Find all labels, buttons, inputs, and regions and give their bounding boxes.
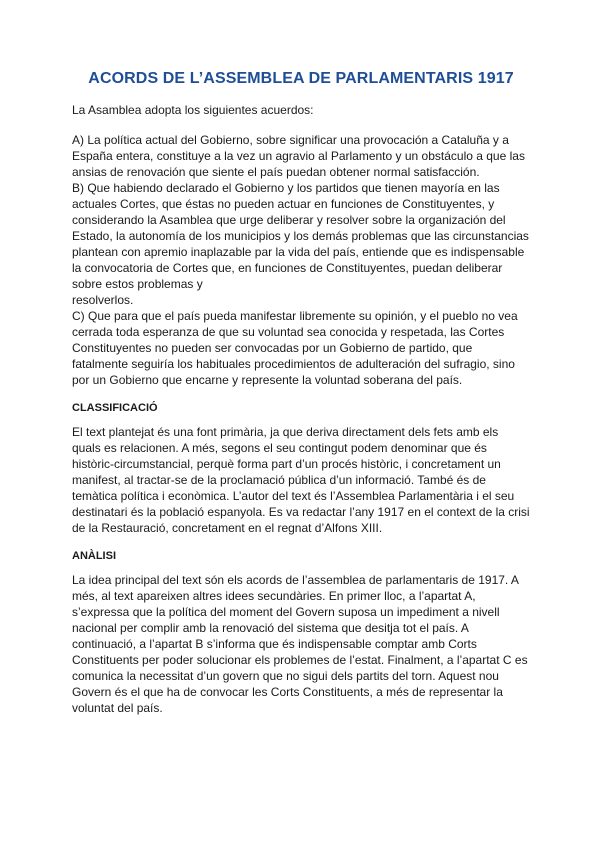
acord-b: B) Que habiendo declarado el Gobierno y los partidos que tienen mayoría en las actuales Cortes, que éstas no pueden actuar en funciones de Constituyentes, y considerando la Asamblea que urge deliberar y resolver sobre la organización del Estado, la autonomía de los municipios y los demás problemas que las circunstancias plantean con apremio inaplazable par la vida del país, entiende que es indispensable la convocatoria de Cortes que, en funciones de Constituyentes, puedan deliberar sobre estos problemas y <box>72 181 529 291</box>
acord-c: C) Que para que el país pueda manifestar libremente su opinión, y el pueblo no vea cerrada toda esperanza de que su voluntad sea conocida y respetada, las Cortes Constituyentes no pueden ser convocadas por un Gobierno de partido, que fatalmente seguiría los habituales procedimientos de adulteración del sufragio, sino por un Gobierno que encarne y represente la voluntad soberana del país. <box>72 309 518 387</box>
intro-text: La Asamblea adopta los siguientes acuerdos: <box>72 103 314 117</box>
analisi-text: La idea principal del text són els acords de l’assemblea de parlamentaris de 1917. A més, al text apareixen altres idees secundàries. En primer lloc, a l’apartat A, s’expressa que la política del moment del Govern suposa un impediment a nivell nacional per complir amb la renovació del sistema que desitja tot el país. A continuació, a l’apartat B s’informa que és indispensable comptar amb Corts Constituents per poder solucionar els problemes de l’estat. Finalment, a l’apartat C es comunica la necessitat d’un govern que no sigui dels partits del torn. Aquest nou Govern és el que ha de convocar les Corts Constituents, a més de representar la voluntat del país. <box>72 573 528 715</box>
classificacio-heading: CLASSIFICACIÓ <box>72 402 158 414</box>
acord-b-end: resolverlos. <box>72 293 134 307</box>
analisi-heading: ANÀLISI <box>72 550 116 562</box>
classificacio-text: El text plantejat és una font primària, ja que deriva directament dels fets amb els quals es relacionen. A més, segons el seu contingut podem denominar que és històric-circumstancial, perquè forma part d’un procés històric, i concretament un manifest, al tractar-se de la proclamació pública d’un informació. També és de temàtica política i econòmica. L’autor del text és l’Assemblea Parlamentària i el seu destinatari és la població espanyola. Es va redactar l’any 1917 en el context de la crisi de la Restauració, concretament en el regnat d’Alfons XIII. <box>72 425 530 535</box>
acord-a: A) La política actual del Gobierno, sobre significar una provocación a Cataluña y a España entera, constituye a la vez un agravio al Parlamento y un obstáculo a que las ansias de renovación que siente el país puedan obtener normal satisfacción. <box>72 133 525 179</box>
document-title: ACORDS DE L’ASSEMBLEA DE PARLAMENTARIS 1917 <box>88 70 514 87</box>
